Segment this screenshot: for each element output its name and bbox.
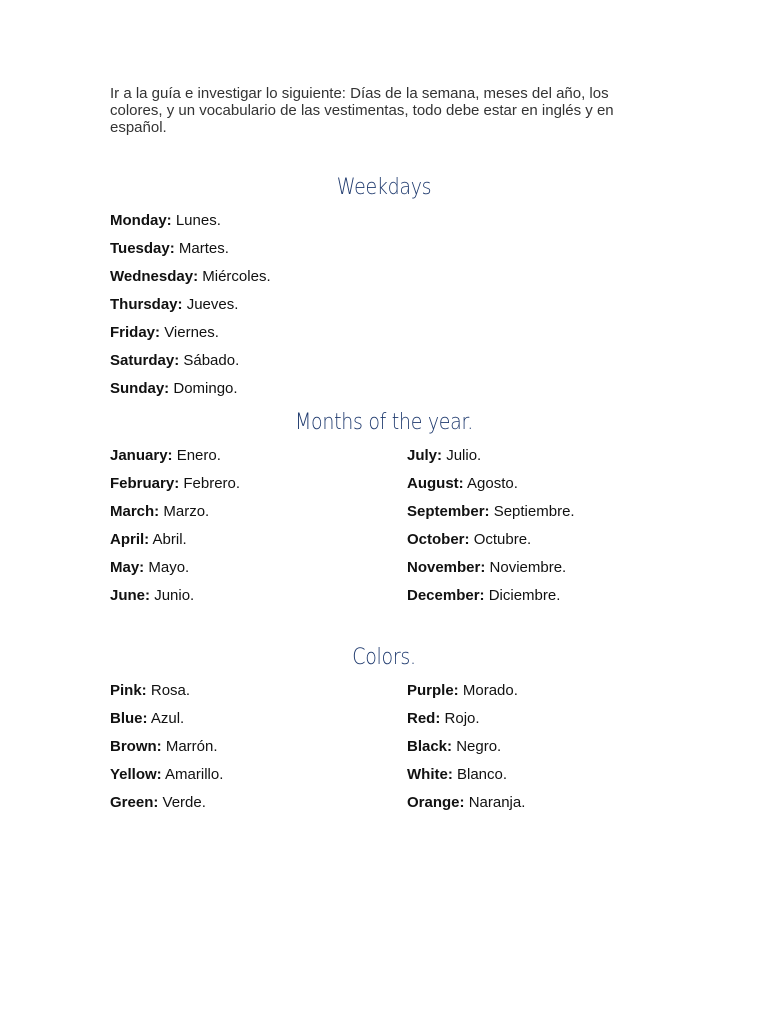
month-translation: Octubre. [473, 531, 532, 548]
color-entry [407, 738, 501, 756]
weekday-entry [110, 352, 239, 370]
month-translation: Enero. [176, 447, 221, 464]
month-entry [110, 447, 221, 465]
color-term: Green: [110, 794, 159, 811]
weekday-term: Thursday: [110, 296, 183, 313]
weekday-entry [110, 268, 271, 286]
weekday-translation: Jueves. [186, 296, 239, 313]
month-term: June: [110, 587, 151, 604]
color-term: Orange: [407, 794, 465, 811]
color-translation: Morado. [462, 682, 518, 699]
weekday-term: Sunday: [110, 380, 170, 397]
month-translation: Junio. [154, 587, 195, 604]
color-entry [407, 682, 518, 700]
month-term: September: [407, 503, 490, 520]
color-term: Brown: [110, 738, 162, 755]
month-entry [110, 503, 209, 521]
month-entry [407, 559, 566, 577]
weekday-term: Tuesday: [110, 240, 175, 257]
weekday-translation: Lunes. [175, 212, 221, 229]
color-translation: Rosa. [150, 682, 191, 699]
intro-paragraph: Ir a la guía e investigar lo siguiente: Días de la semana, meses del año, los colores, y un vocabulario de las vestimentas, todo debe estar en inglés y en español. [110, 85, 614, 136]
color-entry [407, 766, 507, 784]
month-term: March: [110, 503, 160, 520]
month-term: October: [407, 531, 470, 548]
weekday-entry [110, 240, 229, 258]
weekday-translation: Viernes. [164, 324, 219, 341]
color-entry [407, 710, 480, 728]
color-translation: Negro. [456, 738, 502, 755]
month-translation: Noviembre. [489, 559, 567, 576]
colors-heading: Colors. [352, 644, 416, 670]
month-translation: Febrero. [183, 475, 241, 492]
month-entry [407, 587, 560, 605]
color-translation: Amarillo. [165, 766, 224, 783]
weekday-term: Wednesday: [110, 268, 199, 285]
months-heading: Months of the year. [294, 409, 474, 435]
color-term: Yellow: [110, 766, 162, 783]
color-term: White: [407, 766, 453, 783]
color-translation: Verde. [162, 794, 206, 811]
month-entry [110, 559, 189, 577]
month-term: April: [110, 531, 150, 548]
month-entry [110, 531, 187, 549]
month-entry [407, 475, 518, 493]
color-entry [407, 794, 525, 812]
month-term: December: [407, 587, 485, 604]
weekday-term: Monday: [110, 212, 172, 229]
color-term: Red: [407, 710, 441, 727]
month-term: August: [407, 475, 464, 492]
month-entry [110, 587, 194, 605]
weekday-translation: Sábado. [183, 352, 240, 369]
month-term: January: [110, 447, 173, 464]
weekday-entry [110, 296, 238, 314]
month-entry [110, 475, 240, 493]
weekday-translation: Martes. [178, 240, 229, 257]
color-term: Purple: [407, 682, 459, 699]
month-term: February: [110, 475, 180, 492]
month-translation: Diciembre. [488, 587, 561, 604]
month-translation: Abril. [152, 531, 187, 548]
color-translation: Naranja. [468, 794, 526, 811]
weekday-translation: Miércoles. [202, 268, 271, 285]
weekday-term: Saturday: [110, 352, 180, 369]
weekday-term: Friday: [110, 324, 161, 341]
weekday-entry [110, 212, 221, 230]
weekday-entry [110, 380, 238, 398]
color-entry [110, 766, 223, 784]
color-entry [110, 794, 206, 812]
month-translation: Agosto. [467, 475, 518, 492]
color-term: Blue: [110, 710, 148, 727]
color-translation: Rojo. [444, 710, 480, 727]
month-term: November: [407, 559, 486, 576]
color-entry [110, 738, 218, 756]
weekdays-heading: Weekdays [336, 174, 432, 200]
color-term: Pink: [110, 682, 147, 699]
month-entry [407, 447, 481, 465]
month-term: July: [407, 447, 443, 464]
month-term: May: [110, 559, 145, 576]
color-term: Black: [407, 738, 453, 755]
month-translation: Mayo. [148, 559, 190, 576]
color-translation: Blanco. [457, 766, 508, 783]
color-translation: Azul. [150, 710, 185, 727]
month-translation: Septiembre. [493, 503, 575, 520]
weekday-translation: Domingo. [173, 380, 238, 397]
color-translation: Marrón. [165, 738, 218, 755]
month-entry [407, 531, 531, 549]
month-translation: Julio. [446, 447, 482, 464]
month-translation: Marzo. [163, 503, 210, 520]
weekday-entry [110, 324, 219, 342]
color-entry [110, 710, 184, 728]
color-entry [110, 682, 190, 700]
month-entry [407, 503, 575, 521]
